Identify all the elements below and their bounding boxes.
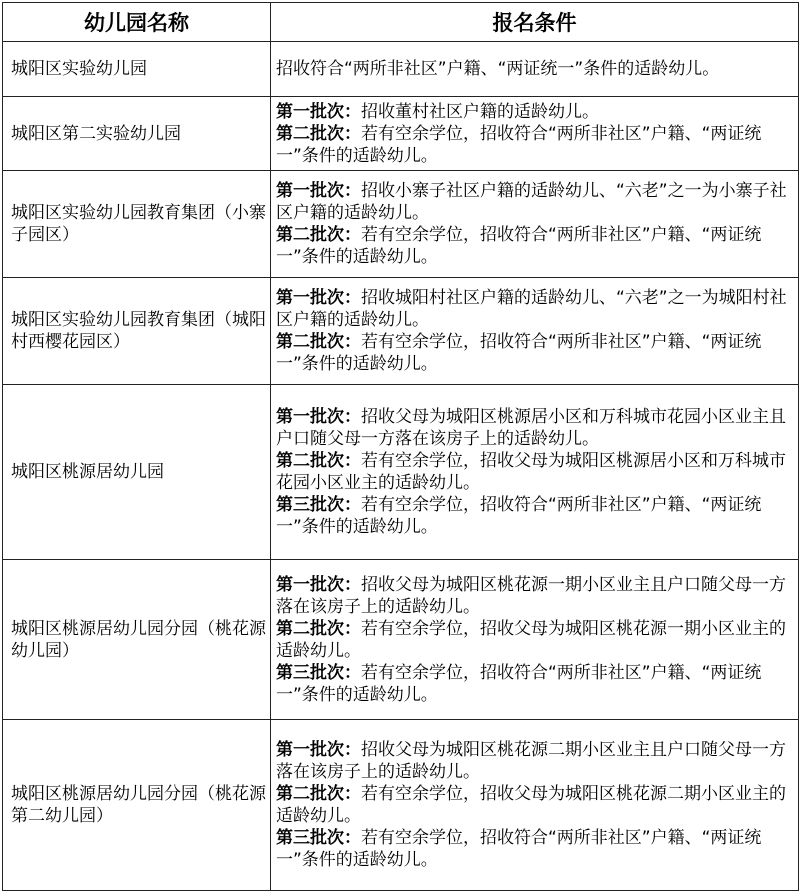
enrollment-conditions-table <box>2 2 799 891</box>
condition-batch-1 <box>276 574 794 618</box>
batch-label: 第二批次： <box>276 784 361 804</box>
condition-text: 招收父母为城阳区桃花源二期小区业主且户口随父母一方落在该房子上的适龄幼儿。 <box>276 740 786 782</box>
batch-label: 第三批次： <box>276 662 361 683</box>
condition-batch-1 <box>276 739 794 783</box>
condition-text: 若有空余学位，招收符合“两所非社区”户籍、“两证统一”条件的适龄幼儿。 <box>276 662 762 705</box>
condition-text: 若有空余学位，招收符合“两所非社区”户籍、“两证统一”条件的适龄幼儿。 <box>276 332 762 374</box>
condition-batch-1 <box>276 406 794 450</box>
kindergarten-name: 城阳区桃源居幼儿园分园（桃花源第二幼儿园） <box>3 720 271 891</box>
batch-label: 第二批次： <box>276 123 361 144</box>
table-row <box>3 97 799 171</box>
condition-text: 招收城阳村社区户籍的适龄幼儿、“六老”之一为城阳村社区户籍的适龄幼儿。 <box>276 288 787 330</box>
batch-label: 第二批次： <box>276 618 361 639</box>
batch-label: 第一批次： <box>276 101 361 122</box>
condition-batch-2 <box>276 123 794 167</box>
condition-text: 招收符合“两所非社区”户籍、“两证统一”条件的适龄幼儿。 <box>276 59 720 79</box>
condition-batch-3 <box>276 827 794 871</box>
condition-text: 招收董村社区户籍的适龄幼儿。 <box>361 101 599 122</box>
table-row <box>3 278 799 385</box>
batch-label: 第二批次： <box>276 332 361 352</box>
condition-text: 招收父母为城阳区桃花源一期小区业主且户口随父母一方落在该房子上的适龄幼儿。 <box>276 574 786 617</box>
condition-text: 若有空余学位，招收符合“两所非社区”户籍、“两证统一”条件的适龄幼儿。 <box>276 828 762 870</box>
condition-batch-2 <box>276 331 794 375</box>
batch-label: 第一批次： <box>276 407 361 427</box>
batch-label: 第一批次： <box>276 574 361 595</box>
batch-label: 第一批次： <box>276 288 361 308</box>
batch-label: 第一批次： <box>276 740 361 760</box>
condition-text: 若有空余学位，招收父母为城阳区桃花源一期小区业主的适龄幼儿。 <box>276 618 786 661</box>
condition-text: 若有空余学位，招收符合“两所非社区”户籍、“两证统一”条件的适龄幼儿。 <box>276 123 762 166</box>
header-enrollment-conditions: 报名条件 <box>271 3 799 42</box>
enrollment-conditions <box>271 278 799 385</box>
table-row <box>3 560 799 720</box>
condition-batch-2 <box>276 783 794 827</box>
kindergarten-name: 城阳区实验幼儿园教育集团（小寨子园区） <box>3 171 271 278</box>
condition-batch-2 <box>276 618 794 662</box>
table-row <box>3 385 799 560</box>
batch-label: 第三批次： <box>276 828 361 848</box>
enrollment-conditions <box>271 560 799 720</box>
table-row <box>3 42 799 97</box>
condition-text: 招收小寨子社区户籍的适龄幼儿、“六老”之一为小寨子社区户籍的适龄幼儿。 <box>276 181 787 223</box>
enrollment-conditions <box>271 385 799 560</box>
header-kindergarten-name: 幼儿园名称 <box>3 3 271 42</box>
enrollment-conditions <box>271 42 799 97</box>
condition-batch-3 <box>276 494 794 538</box>
condition-text: 若有空余学位，招收父母为城阳区桃花源二期小区业主的适龄幼儿。 <box>276 784 786 826</box>
batch-label: 第三批次： <box>276 495 361 515</box>
table-row <box>3 720 799 891</box>
condition-text: 招收父母为城阳区桃源居小区和万科城市花园小区业主且户口随父母一方落在该房子上的适龄幼儿。 <box>276 407 786 449</box>
condition-batch-1 <box>276 101 794 123</box>
enrollment-conditions <box>271 720 799 891</box>
table-row <box>3 171 799 278</box>
kindergarten-name: 城阳区实验幼儿园 <box>3 42 271 97</box>
condition-text: 若有空余学位，招收符合“两所非社区”户籍、“两证统一”条件的适龄幼儿。 <box>276 225 762 267</box>
enrollment-conditions <box>271 97 799 171</box>
batch-label: 第二批次： <box>276 225 361 245</box>
kindergarten-name: 城阳区桃源居幼儿园 <box>3 385 271 560</box>
kindergarten-name: 城阳区第二实验幼儿园 <box>3 97 271 171</box>
condition-batch-2 <box>276 224 794 268</box>
condition-batch-3 <box>276 662 794 706</box>
batch-label: 第二批次： <box>276 451 361 471</box>
condition-batch-1 <box>276 287 794 331</box>
kindergarten-name: 城阳区桃源居幼儿园分园（桃花源幼儿园） <box>3 560 271 720</box>
condition-batch-2 <box>276 450 794 494</box>
kindergarten-name: 城阳区实验幼儿园教育集团（城阳村西樱花园区） <box>3 278 271 385</box>
condition-text: 若有空余学位，招收符合“两所非社区”户籍、“两证统一”条件的适龄幼儿。 <box>276 495 762 537</box>
condition-text: 若有空余学位，招收父母为城阳区桃源居小区和万科城市花园小区业主的适龄幼儿。 <box>276 451 786 493</box>
condition-batch-1 <box>276 180 794 224</box>
enrollment-conditions <box>271 171 799 278</box>
batch-label: 第一批次： <box>276 181 361 201</box>
table-header-row <box>3 3 799 42</box>
